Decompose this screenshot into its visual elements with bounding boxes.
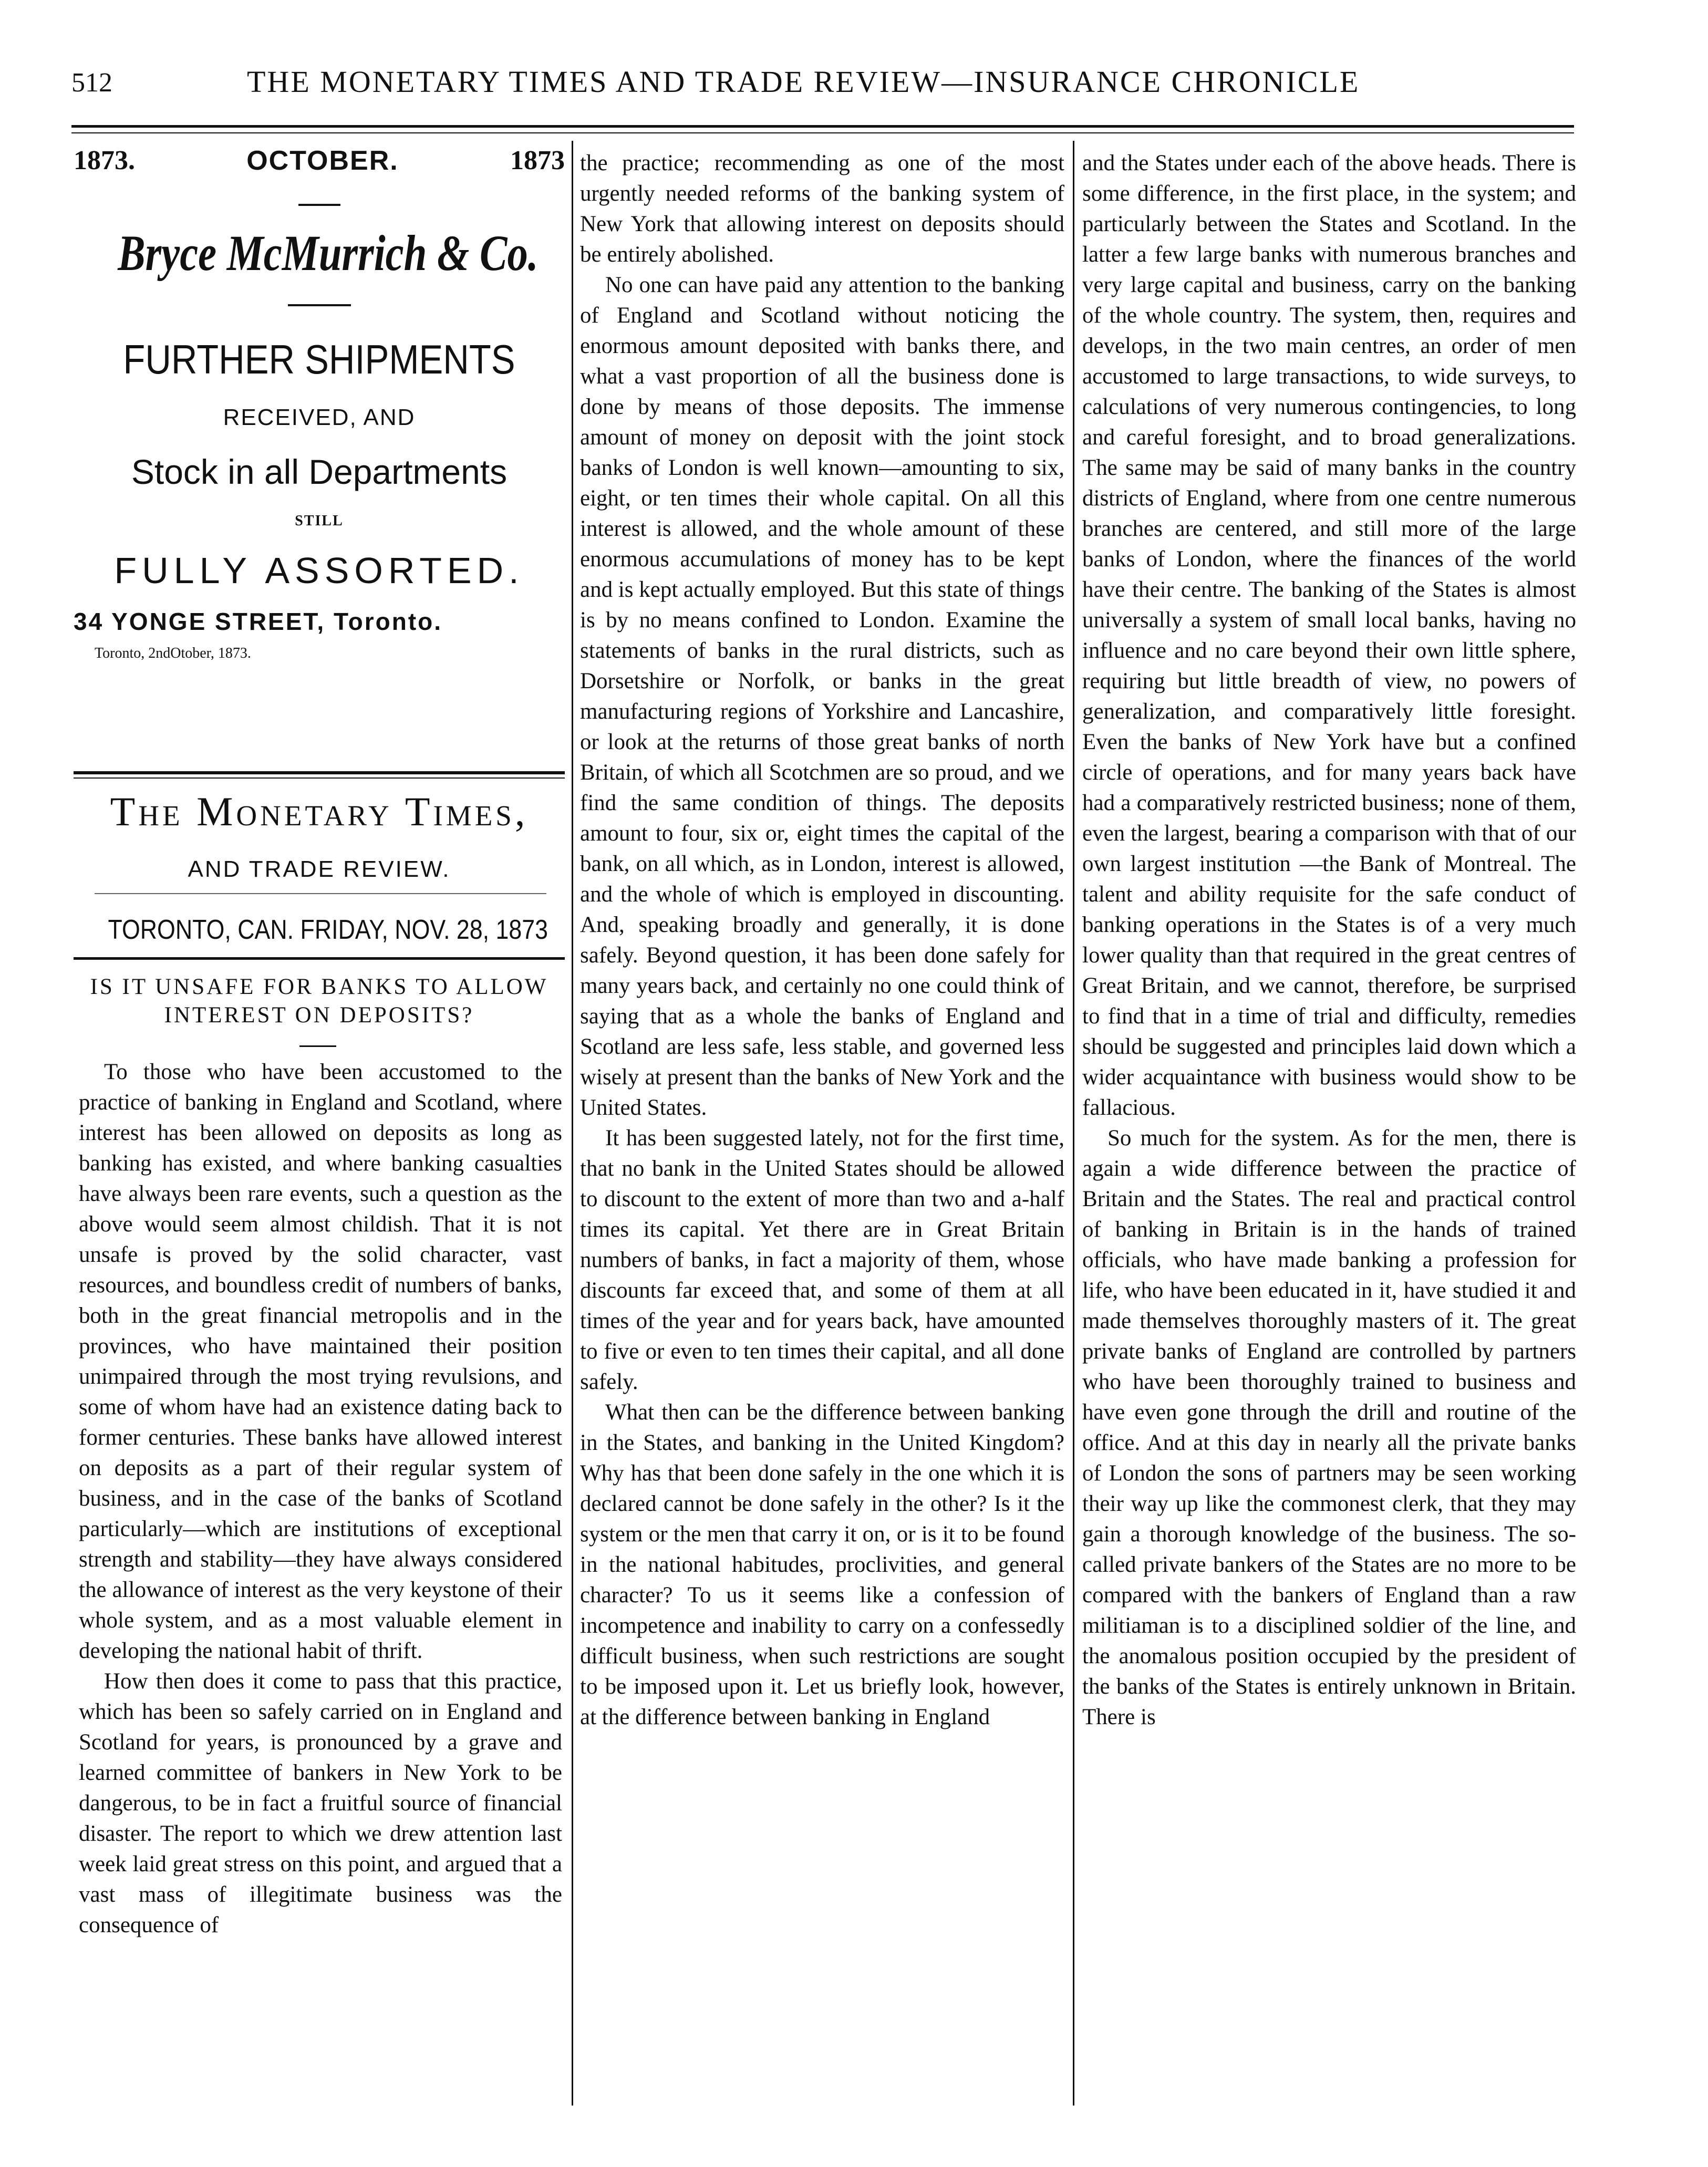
ad-divider (298, 204, 340, 206)
paragraph: What then can be the difference between banking in the States, and banking in the United Kingdom? Why has that been done safely in the one which it is declared cannot be done safely in the other? Is it the system or the men that carry it on, or is it to be found in the national habitudes, proclivities, and general character? To us it seems like a confession of incompetence and inability to carry on a confessedly difficult business, when such restrictions are sought to be imposed upon it. Let us briefly look, however, at the difference between banking in England (580, 1400, 1064, 1729)
paragraph: It has been suggested lately, not for the first time, that no bank in the United States should be allowed to discount to the extent of more than two and a-half times its capital. Yet there are in Great Britain numbers of banks, in fact a majority of them, whose discounts far exceed that, and some of them at all times of the year and for years back, have amounted to five or even to ten times their capital, and all done safely. (580, 1126, 1064, 1394)
ad-date-line (74, 145, 565, 177)
issue-dateline: TORONTO, CAN. FRIDAY, NOV. 28, 1873 (108, 915, 548, 945)
section-rule (74, 771, 565, 774)
ad-dateline: Toronto, 2ndOtober, 1873. (95, 645, 251, 661)
headline-divider (299, 1045, 336, 1047)
ad-firm-name: Bryce McMurrich & Co. (118, 225, 539, 281)
masthead-title: The Monetary Times, (110, 789, 529, 834)
ad-line-stock: Stock in all Departments (131, 452, 508, 491)
page-number: 512 (71, 68, 112, 98)
ad-month: OCTOBER. (246, 146, 399, 176)
masthead-rule (95, 893, 546, 894)
column-rule (572, 141, 573, 2106)
running-header (0, 63, 1708, 105)
header-rule-thin (71, 132, 1574, 133)
paragraph: and the States under each of the above heads. There is some difference, in the first place, in the system; and particularly between the States and Scotland. In the latter a few large banks with numerous branches and very large capital and business, carry on the banking of the whole country. The system, then, requires and develops, in the two main centres, an order of men accustomed to large transactions, to wide surveys, to calculations of very numerous contingencies, to long and careful foresight, and to broad generalizations. The same may be said of many banks in the country districts of England, where from one centre numerous branches are centered, and still more of the large banks of London, where the finances of the world have their centre. The banking of the States is almost universally a system of small local banks, having no influence and no care beyond their own little sphere, requiring but little breadth of view, no powers of generalization, and comparatively little foresight. Even the banks of New York have but a confined circle of operations, and for many years back have had a comparatively restricted business; none of them, even the largest, bearing a comparison with that of our own largest institution —the Bank of Montreal. The talent and ability requisite for the safe conduct of banking operations in the States is of a very much lower quality than that required in the great centres of Great Britain, and we cannot, therefore, be surprised to find that in a time of trial and difficulty, remedies should be suggested and principles laid down which a wider acquaintance with business would show to be fallacious. (1082, 151, 1576, 1120)
masthead-rule-bottom (74, 957, 565, 960)
masthead-subtitle: AND TRADE REVIEW. (188, 856, 451, 882)
publication-title: THE MONETARY TIMES AND TRADE REVIEW—INSURANCE CHRONICLE (247, 65, 1360, 99)
paragraph: How then does it come to pass that this practice, which has been so safely carried on in England and Scotland for years, is pronounced by a grave and learned committee of bankers in New York to be dangerous, to be in fact a fruitful source of financial disaster. The report to which we drew attention last week laid great stress on this point, and argued that a vast mass of illegitimate business was the consequence of (79, 1669, 562, 1937)
ad-line-still: STILL (295, 513, 344, 529)
paragraph: So much for the system. As for the men, there is again a wide difference between the practice of Britain and the States. The real and practical control of banking in Britain is in the hands of trained officials, who have made banking a profession for life, who have been educated in it, have studied it and made themselves thoroughly masters of it. The great private banks of England are controlled by partners who have been thoroughly trained to business and have even gone through the drill and routine of the office. And at this day in nearly all the private banks of London the sons of partners may be seen working their way up like the commonest clerk, that they may gain a thorough knowledge of the business. The so-called private bankers of the States are no more to be compared with the bankers of England than a raw militiaman is to a disciplined soldier of the line, and the anomalous position occupied by the president of the banks of the States is entirely unknown in Britain. There is (1082, 1126, 1576, 1729)
ad-year-left: 1873. (74, 146, 135, 175)
ad-year-right: 1873 (510, 146, 565, 175)
section-rule-thin (74, 777, 565, 779)
paragraph: No one can have paid any attention to the banking of England and Scotland without noticing the enormous amount deposited with banks there, and what a vast proportion of all the business done is done by means of those deposits. The immense amount of money on deposit with the joint stock banks of London is well known—amounting to six, eight, or ten times their whole capital. On all this interest is allowed, and the whole amount of these enormous accumulations of money has to be kept and is kept actually employed. But this state of things is by no means confined to London. Examine the statements of banks in the rural districts, such as Dorsetshire or Norfolk, or banks in the great manufacturing regions of Yorkshire and Lancashire, or look at the returns of those great banks of north Britain, of which all Scotchmen are so proud, and we find the same condition of things. The deposits amount to four, six or, eight times the capital of the bank, on all which, as in London, interest is allowed, and the whole of which is employed in discounting. And, speaking broadly and generally, it is done safely. Beyond question, it has been done safely for many years back, and certainly no one could think of saying that as a whole the banks of England and Scotland are less safe, less stable, and governed less wisely at present than the banks of New York and the United States. (580, 273, 1064, 1120)
article-headline: IS IT UNSAFE FOR BANKS TO ALLOW INTEREST ON DEPOSITS? (90, 974, 548, 1028)
article-column-2 (580, 148, 1064, 1733)
article-column-1 (79, 1057, 562, 1941)
ad-address: 34 YONGE STREET, Toronto. (74, 608, 443, 635)
paragraph: To those who have been accustomed to the practice of banking in England and Scotland, where interest has been allowed on deposits as long as banking has existed, and where banking casualties have always been rare events, such a question as the above would seem almost childish. That it is not unsafe is proved by the solid character, vast resources, and boundless credit of numbers of banks, both in the great financial metropolis and in the provinces, who have maintained their position unimpaired through the most trying revulsions, and some of whom have had an existence dating back to former centuries. These banks have allowed interest on deposits as a part of their regular system of business, and in the case of the banks of Scotland particularly—which are institutions of exceptional strength and stability—they have always considered the allowance of interest as the very keystone of their whole system, and as a most valuable element in developing the national habit of thrift. (79, 1060, 562, 1663)
paragraph: the practice; recommending as one of the most urgently needed reforms of the banking system of New York that allowing interest on deposits should be entirely abolished. (580, 151, 1064, 267)
ad-line-fully-assorted: FULLY ASSORTED. (114, 550, 524, 591)
column-rule (1073, 141, 1074, 2106)
article-column-3 (1082, 148, 1576, 1733)
header-rule (71, 125, 1574, 128)
ad-divider (288, 304, 351, 306)
ad-line-received: RECEIVED, AND (223, 405, 416, 430)
advertisement (74, 145, 565, 662)
ad-line-further-shipments: FURTHER SHIPMENTS (123, 336, 515, 382)
